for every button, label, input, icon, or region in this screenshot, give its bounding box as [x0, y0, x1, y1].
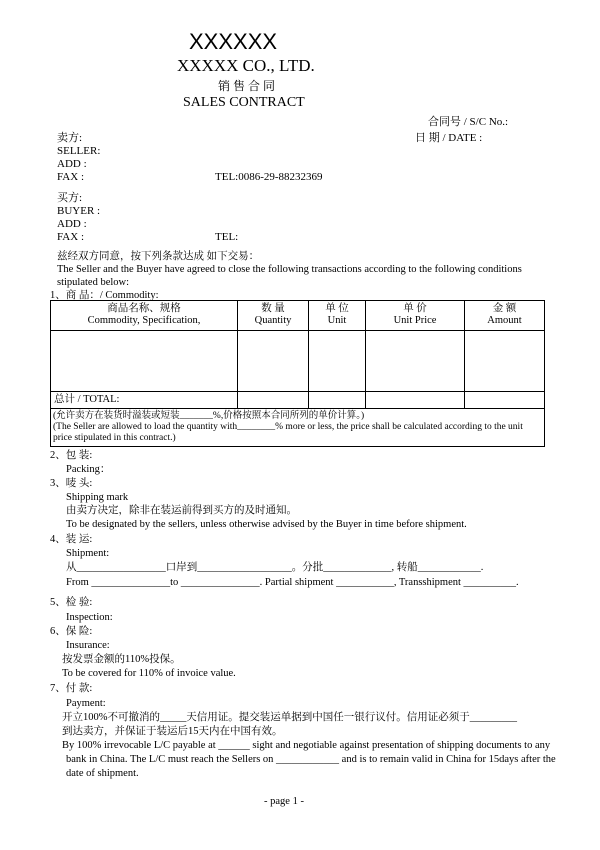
inspection-heading: 5、检 验:	[50, 597, 93, 608]
payment-en-line3: date of shipment.	[66, 768, 139, 779]
total-quantity-cell[interactable]	[238, 392, 309, 409]
shipment-heading: 4、装 运:	[50, 534, 93, 545]
buyer-add-label: ADD :	[57, 218, 87, 230]
commodity-heading: 1、商 品：/ Commodity:	[50, 290, 159, 301]
payment-cn-line2: 到达卖方，并保证于装运后15天内在中国有效。	[62, 726, 283, 737]
unit-cell[interactable]	[309, 331, 366, 392]
column-header-unit	[309, 301, 366, 331]
commodity-table	[50, 300, 545, 447]
agreement-en-line1: The Seller and the Buyer have agreed to close the following transactions according to the following conditions	[57, 264, 522, 275]
table-header-row	[51, 301, 545, 331]
column-header-unit-price	[366, 301, 465, 331]
insurance-heading: 6、保 险:	[50, 626, 93, 637]
table-row	[51, 331, 545, 392]
seller-add-label: ADD :	[57, 158, 87, 170]
seller-tel: TEL:0086-29-88232369	[215, 171, 323, 183]
note-cn: (允许卖方在装货时溢装或短装_______%,价格按照本合同所列的单价计算。)	[53, 411, 365, 421]
shipment-en: From _______________to _______________. Partial shipment ___________, Transshipment __________.	[66, 577, 519, 588]
insurance-en: To be covered for 110% of invoice value.	[62, 668, 236, 679]
buyer-fax-label: FAX :	[57, 231, 84, 243]
payment-en-line2: bank in China. The L/C must reach the Sellers on ____________ and is to remain valid in China for 15days after the	[66, 754, 556, 765]
title-en: SALES CONTRACT	[183, 95, 305, 110]
quantity-cell[interactable]	[238, 331, 309, 392]
buyer-tel: TEL:	[215, 231, 239, 243]
column-header-en: Unit	[327, 315, 347, 326]
agreement-cn: 兹经双方同意，按下列条款达成 如下交易：	[57, 251, 260, 262]
packing-label: Packing：	[66, 464, 111, 475]
total-unit-cell[interactable]	[309, 392, 366, 409]
shipment-cn: 从_________________口岸到__________________。分批_____________, 转船____________.	[66, 562, 484, 573]
column-header-en: Quantity	[254, 315, 292, 326]
unit-price-cell[interactable]	[366, 331, 465, 392]
column-header-en: Unit Price	[393, 315, 437, 326]
column-header-commodity	[51, 301, 238, 331]
total-unit-price-cell[interactable]	[366, 392, 465, 409]
inspection-label: Inspection:	[66, 612, 113, 623]
amount-cell[interactable]	[465, 331, 545, 392]
packing-heading: 2、包 装:	[50, 450, 93, 461]
column-header-cn: 数 量	[261, 303, 285, 314]
insurance-label: Insurance:	[66, 640, 110, 651]
column-header-en: Commodity, Specification,	[87, 315, 201, 326]
column-header-amount	[465, 301, 545, 331]
column-header-cn: 金 额	[492, 303, 517, 314]
column-header-cn: 商品名称、规格	[107, 303, 181, 314]
shipping-mark-cn: 由卖方决定，除非在装运前得到买方的及时通知。	[66, 505, 297, 516]
seller-fax-label: FAX :	[57, 171, 84, 183]
column-header-cn: 单 价	[403, 303, 427, 314]
column-header-quantity	[238, 301, 309, 331]
page-number: - page 1 -	[264, 796, 304, 807]
seller-label-en: SELLER:	[57, 145, 101, 157]
note-en: (The Seller are allowed to load the quantity with________% more or less, the price shall be calculated according to the unit price stipulated in this contract.)	[53, 422, 523, 443]
total-row	[51, 392, 545, 409]
note-row	[51, 409, 545, 447]
total-label: 总计 / TOTAL:	[51, 392, 238, 409]
quantity-tolerance-note	[51, 409, 545, 447]
shipping-mark-label: Shipping mark	[66, 492, 129, 503]
total-amount-cell[interactable]	[465, 392, 545, 409]
seller-label-cn: 卖方:	[57, 132, 83, 144]
payment-heading: 7、付 款:	[50, 683, 93, 694]
company-code: XXXXXX	[189, 29, 278, 54]
payment-en-line1: By 100% irrevocable L/C payable at ______ sight and negotiable against presentation of shipping documents to any	[62, 740, 551, 751]
shipping-mark-heading: 3、唛 头:	[50, 478, 93, 489]
title-cn: 销 售 合 同	[218, 79, 276, 93]
buyer-label-en: BUYER :	[57, 205, 101, 217]
payment-label: Payment:	[66, 698, 106, 709]
payment-cn-line1: 开立100%不可撤消的_____天信用证。提交装运单据到中国任一银行议付。信用证必须于_________	[62, 712, 517, 723]
commodity-cell[interactable]	[51, 331, 238, 392]
insurance-cn: 按发票金额的110%投保。	[62, 654, 181, 665]
agreement-en-line2: stipulated below:	[57, 277, 130, 288]
shipping-mark-en: To be designated by the sellers, unless otherwise advised by the Buyer in time before shipment.	[66, 519, 467, 530]
column-header-en: Amount	[487, 315, 522, 326]
contract-no-label: 合同号 / S/C No.:	[428, 116, 509, 128]
date-label: 日 期 / DATE :	[415, 132, 483, 144]
buyer-label-cn: 买方:	[57, 192, 83, 204]
shipment-label: Shipment:	[66, 548, 110, 559]
company-name: XXXXX CO., LTD.	[177, 56, 315, 75]
column-header-cn: 单 位	[325, 303, 349, 314]
